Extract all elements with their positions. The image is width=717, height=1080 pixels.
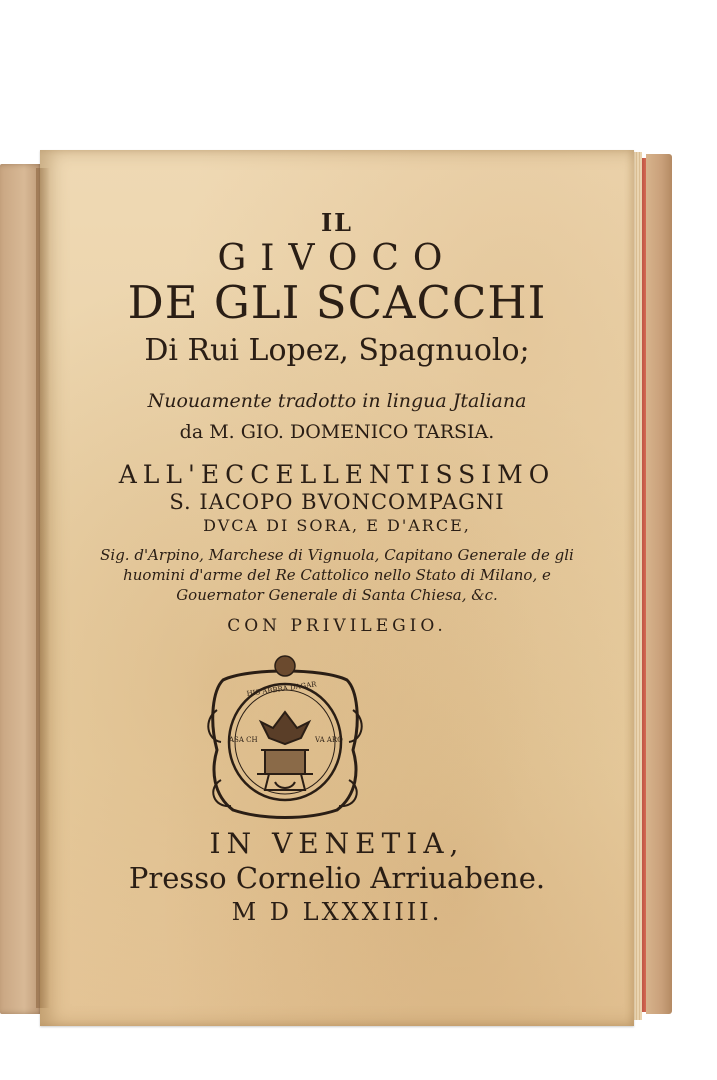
- title-il: IL: [320, 208, 354, 237]
- author-line: Di Rui Lopez, Spagnuolo;: [144, 333, 530, 368]
- titles-line-3: Gouernator Generale di Santa Chiesa, &c.: [176, 586, 498, 604]
- book: [0, 150, 672, 1028]
- privilege-line: CON PRIVILEGIO.: [227, 616, 447, 636]
- translator-line: da M. GIO. DOMENICO TARSIA.: [179, 421, 495, 443]
- year-line: M D LXXXIIII.: [231, 898, 443, 926]
- device-banner-right: VA ARO: [315, 736, 343, 744]
- title-scacchi: DE GLI SCACCHI: [127, 276, 547, 329]
- titles-line-1: Sig. d'Arpino, Marchese di Vignuola, Capitano Generale de gli: [100, 546, 574, 564]
- dedication-line-1: ALL'ECCELLENTISSIMO: [118, 460, 556, 489]
- dedication-line-2: S. IACOPO BVONCOMPAGNI: [169, 490, 505, 514]
- printer-device-emblem: [203, 650, 367, 820]
- title-page: [40, 150, 634, 1026]
- printer-line: Presso Cornelio Arriuabene.: [128, 861, 546, 895]
- city-line: IN VENETIA,: [209, 827, 465, 860]
- translated-line: Nuouamente tradotto in lingua Jtaliana: [147, 390, 527, 412]
- back-cover: [646, 154, 672, 1014]
- device-banner-top: HIS ABBRA DAGAR: [246, 680, 317, 698]
- title-givoco: GIVOCO: [217, 238, 457, 279]
- titles-line-2: huomini d'arme del Re Cattolico nello Stato di Milano, e: [123, 566, 551, 584]
- dedication-line-3: DVCA DI SORA, E D'ARCE,: [203, 516, 471, 535]
- device-banner-left: ASA CH: [229, 736, 258, 744]
